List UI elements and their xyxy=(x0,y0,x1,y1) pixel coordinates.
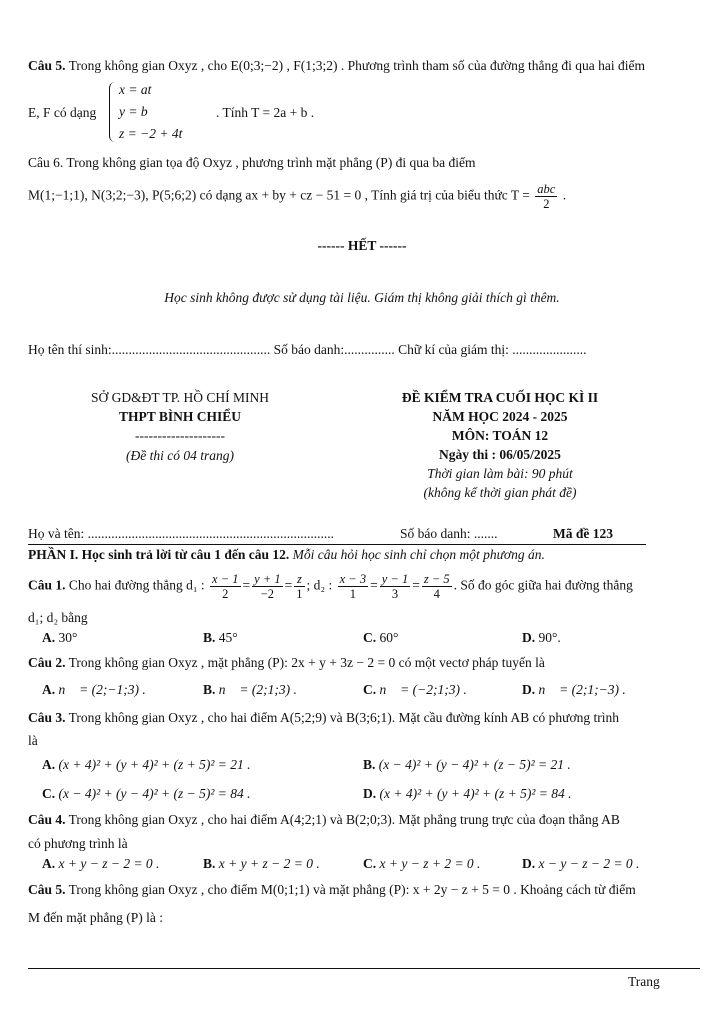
option-text: (x − 4)² + (y − 4)² + (z − 5)² = 21 . xyxy=(378,757,571,772)
duration: Thời gian làm bài: 90 phút xyxy=(427,466,573,481)
option-label: A. xyxy=(42,682,56,697)
exam-note: Học sinh không được sử dụng tài liệu. Giám thị không giải thích gì thêm. xyxy=(164,290,560,305)
candidate-name: Họ và tên: ......................................................................... xyxy=(28,526,334,541)
footer-rule xyxy=(28,968,700,969)
q5-text: Trong không gian Oxyz , cho điểm M(0;1;1) và mặt phẳng (P): x + 2y − z + 5 = 0 . Khoảng cách từ điểm xyxy=(68,882,636,897)
option-label: C. xyxy=(363,630,377,645)
fraction-denominator: 2 xyxy=(543,197,550,211)
option-label: D. xyxy=(363,786,377,801)
q4-option-d[interactable] xyxy=(522,856,639,872)
system-line-1: x = at xyxy=(119,82,152,97)
q1-option-a[interactable] xyxy=(42,630,77,646)
q3-option-d[interactable] xyxy=(363,786,572,802)
q4-label: Câu 4. xyxy=(28,812,66,827)
option-text: n⃗ = (2;1;3) . xyxy=(218,682,297,697)
q4-text: Trong không gian Oxyz , cho hai điểm A(4;2;1) và B(2;0;3). Mặt phẳng trung trực của đoạn thẳng AB xyxy=(68,812,620,827)
option-text: x + y + z − 2 = 0 . xyxy=(218,856,320,871)
part1-title: PHẦN I. Học sinh trả lời từ câu 1 đến câu 12. xyxy=(28,547,290,562)
q1-label: Câu 1. xyxy=(28,577,66,593)
numerator: y + 1 xyxy=(254,572,281,586)
option-text: x − y − z − 2 = 0 . xyxy=(538,856,640,871)
system-brace xyxy=(109,82,116,142)
q5-line2: M đến mặt phẳng (P) là : xyxy=(28,910,163,925)
denominator: 2 xyxy=(222,587,229,601)
option-text: 45° xyxy=(218,630,238,645)
q1-frac-5 xyxy=(380,572,410,601)
q5-label: Câu 5. xyxy=(28,882,66,897)
q2-option-b[interactable] xyxy=(203,682,297,698)
denominator: 1 xyxy=(349,587,356,601)
numerator: y − 1 xyxy=(381,572,409,586)
option-text: (x + 4)² + (y + 4)² + (z + 5)² = 84 . xyxy=(379,786,572,801)
option-label: D. xyxy=(522,856,536,871)
q3-text: Trong không gian Oxyz , cho hai điểm A(5;2;9) và B(3;6;1). Mặt cầu đường kính AB có phương trình xyxy=(68,710,620,725)
q1-frac-2 xyxy=(252,572,282,601)
q5-stem xyxy=(28,882,636,898)
q4-option-a[interactable] xyxy=(42,856,159,872)
parametric-system xyxy=(109,82,189,144)
subject: MÔN: TOÁN 12 xyxy=(451,428,549,443)
option-label: D. xyxy=(522,630,536,645)
q4-stem xyxy=(28,812,620,828)
q1-text-a: Cho hai đường thẳng d₁ : xyxy=(68,577,205,593)
option-text: n⃗ = (−2;1;3) . xyxy=(379,682,467,697)
q6-top-text-2: M(1;−1;1), N(3;2;−3), P(5;6;2) có dạng ax + by + cz − 51 = 0 , Tính giá trị của biểu thức T = xyxy=(28,187,530,203)
end-mark: ------ HẾT ------ xyxy=(317,238,407,253)
q2-option-d[interactable] xyxy=(522,682,626,698)
q6-top-line1 xyxy=(28,155,476,171)
q1-option-c[interactable] xyxy=(363,630,398,646)
q1-text-b: . Số đo góc giữa hai đường thẳng xyxy=(453,577,633,593)
denominator: 4 xyxy=(433,587,440,601)
q2-text: Trong không gian Oxyz , mặt phẳng (P): 2x + y + 3z − 2 = 0 có một vectơ pháp tuyến là xyxy=(68,655,545,670)
candidate-rule xyxy=(28,544,646,545)
q4-option-b[interactable] xyxy=(203,856,320,872)
exam-code: Mã đề 123 xyxy=(553,526,613,541)
duration-note: (không kể thời gian phát đề) xyxy=(423,485,577,500)
denominator: 1 xyxy=(296,587,303,601)
header-divider: -------------------- xyxy=(135,428,225,443)
q3-option-b[interactable] xyxy=(363,757,571,773)
option-label: C. xyxy=(363,856,377,871)
q1-stem: Câu 1. Cho hai đường thẳng d₁ : $\frac{x - 1}{2}$ = $\frac{y + 1}{-2}$ = $\frac{z}{1}$ ; d₂ : $\frac{x - 3}{1}$ = $\frac{y - 1}{3}$ = $\frac{z - 5}{4}$ . Số đo góc giữa hai đường thẳng xyxy=(28,572,633,601)
option-text: n⃗ = (2;1;−3) . xyxy=(538,682,626,697)
q2-option-c[interactable] xyxy=(363,682,467,698)
option-text: 60° xyxy=(379,630,399,645)
option-text: x + y − z + 2 = 0 . xyxy=(379,856,481,871)
q1-frac-1 xyxy=(210,572,240,601)
option-label: D. xyxy=(522,682,536,697)
school-year: NĂM HỌC 2024 - 2025 xyxy=(432,409,568,424)
footer-page-label: Trang xyxy=(628,974,660,989)
option-text: n⃗ = (2;−1;3) . xyxy=(58,682,146,697)
option-label: B. xyxy=(203,682,216,697)
q6-top-end: . xyxy=(562,187,567,203)
q2-option-a[interactable] xyxy=(42,682,146,698)
numerator: z − 5 xyxy=(423,572,450,586)
option-label: B. xyxy=(203,856,216,871)
abc-fraction xyxy=(535,182,557,211)
q2-label: Câu 2. xyxy=(28,655,66,670)
numerator: x − 3 xyxy=(339,572,367,586)
q1-line2: d₁; d₂ bằng xyxy=(28,610,88,625)
q5-top-label: Câu 5. xyxy=(28,58,66,73)
option-label: A. xyxy=(42,630,56,645)
q4-option-c[interactable] xyxy=(363,856,480,872)
part1-heading xyxy=(28,547,545,563)
school-name: THPT BÌNH CHIỂU xyxy=(118,409,242,424)
q3-option-c[interactable] xyxy=(42,786,251,802)
signature-line: Họ tên thí sinh:............................................... Số báo danh:............... Chữ kí của giám thị: ...................... xyxy=(28,342,587,357)
q3-line2: là xyxy=(28,733,38,748)
q3-stem xyxy=(28,710,619,726)
q5-top-tail: . Tính T = 2a + b . xyxy=(216,105,315,120)
q2-stem xyxy=(28,655,545,671)
option-label: A. xyxy=(42,757,56,772)
dept-name: SỞ GD&ĐT TP. HỒ CHÍ MINH xyxy=(90,390,270,405)
exam-title: ĐỀ KIỂM TRA CUỐI HỌC KÌ II xyxy=(401,390,599,405)
q6-top-text: Câu 6. Trong không gian tọa độ Oxyz , phương trình mặt phẳng (P) đi qua ba điểm xyxy=(28,155,476,170)
candidate-id: Số báo danh: ....... xyxy=(400,526,498,541)
option-text: 30° xyxy=(58,630,78,645)
denominator: −2 xyxy=(260,587,275,601)
exam-date: Ngày thi : 06/05/2025 xyxy=(439,447,561,462)
q5-top-line1 xyxy=(28,58,645,74)
q5-top-text: Trong không gian Oxyz , cho E(0;3;−2) , F(1;3;2) . Phương trình tham số của đường thẳng đi qua hai điểm xyxy=(68,58,645,73)
option-text: (x − 4)² + (y − 4)² + (z − 5)² = 84 . xyxy=(58,786,251,801)
option-text: x + y − z − 2 = 0 . xyxy=(58,856,160,871)
fraction-numerator: abc xyxy=(537,182,556,196)
option-label: C. xyxy=(42,786,56,801)
q1-frac-3 xyxy=(294,572,304,601)
option-label: C. xyxy=(363,682,377,697)
q1-option-d[interactable] xyxy=(522,630,561,646)
denominator: 3 xyxy=(391,587,399,601)
q1-frac-6 xyxy=(422,572,452,601)
page-count-note: (Đề thi có 04 trang) xyxy=(126,448,234,463)
q3-option-a[interactable] xyxy=(42,757,251,773)
option-text: (x + 4)² + (y + 4)² + (z + 5)² = 21 . xyxy=(58,757,251,772)
system-line-2: y = b xyxy=(119,104,148,119)
numerator: z xyxy=(294,572,304,587)
system-line-3: z = −2 + 4t xyxy=(119,126,183,141)
q1-mid: ; d₂ : xyxy=(306,577,333,593)
q4-line2: có phương trình là xyxy=(28,836,128,851)
part1-instruction: Mỗi câu hỏi học sinh chỉ chọn một phương án. xyxy=(289,547,545,562)
q6-top-line2 xyxy=(28,182,566,211)
option-label: B. xyxy=(363,757,376,772)
option-label: A. xyxy=(42,856,56,871)
q3-label: Câu 3. xyxy=(28,710,66,725)
numerator: x − 1 xyxy=(212,572,239,586)
q5-top-lead: E, F có dạng xyxy=(28,105,97,120)
q1-option-b[interactable] xyxy=(203,630,238,646)
option-text: 90°. xyxy=(538,630,561,645)
option-label: B. xyxy=(203,630,216,645)
q1-frac-4 xyxy=(338,572,368,601)
